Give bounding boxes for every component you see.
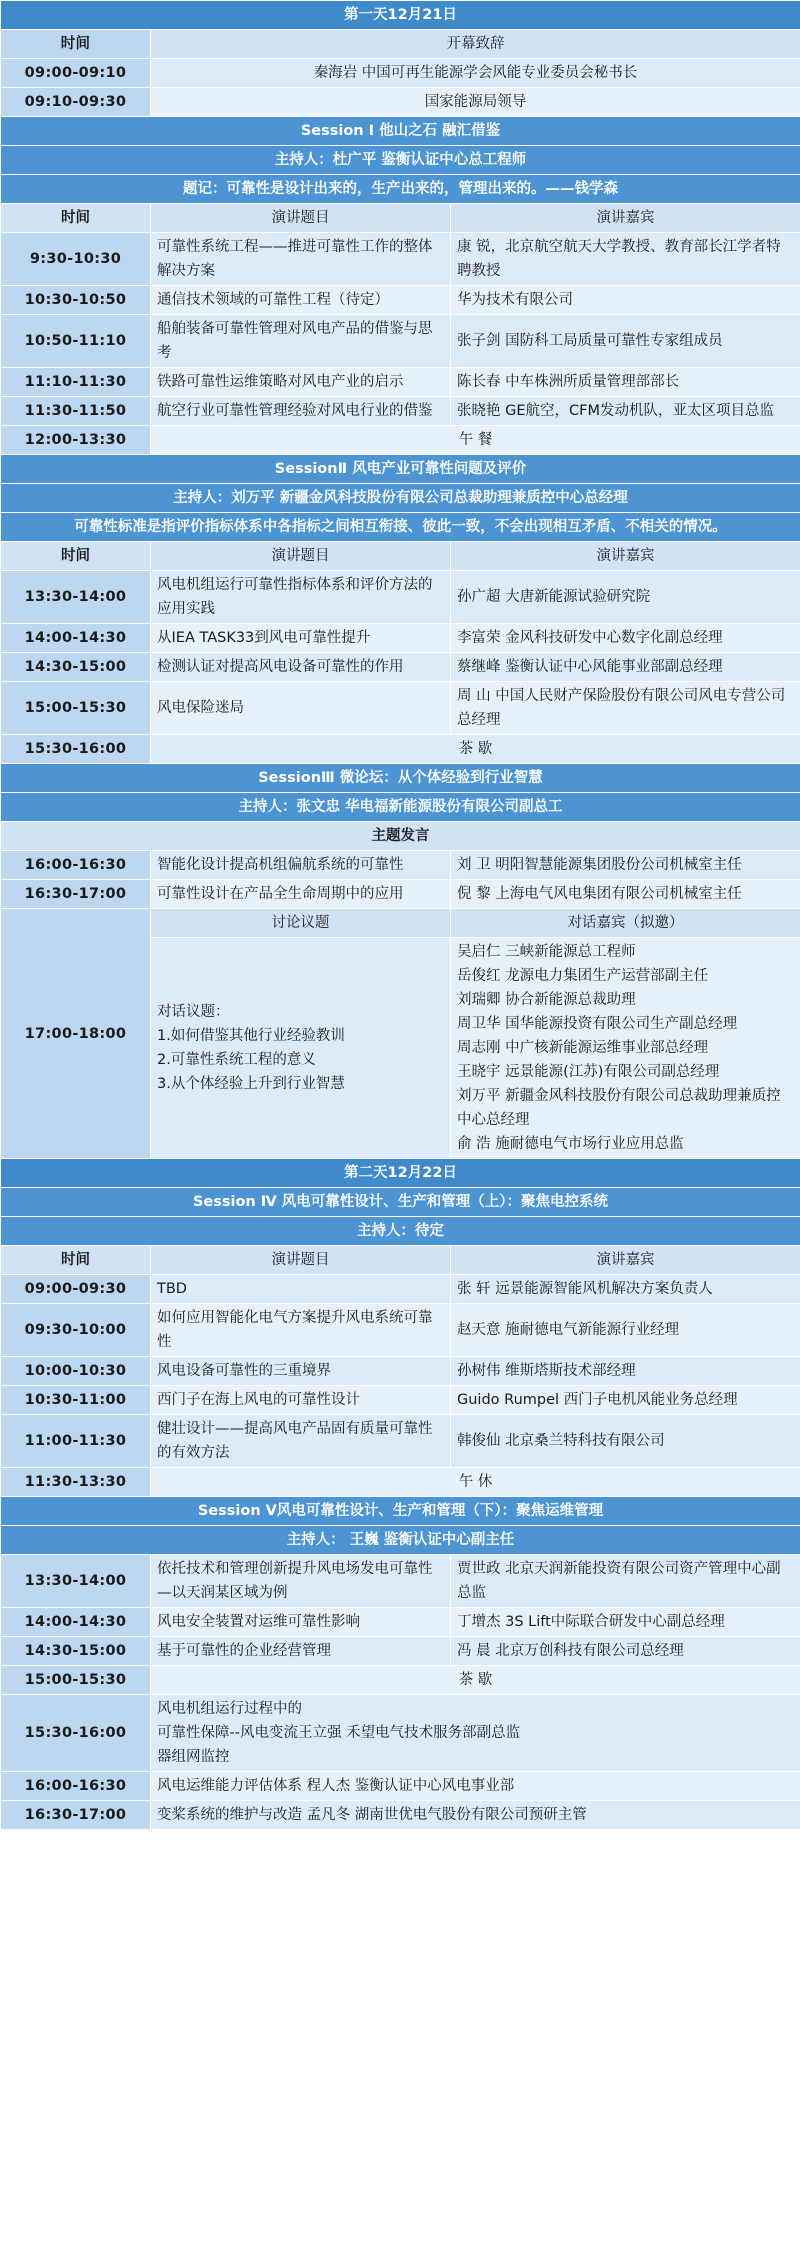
table-row xyxy=(1,1415,800,1468)
session2-note: 可靠性标准是指评价指标体系中各指标之间相互衔接、彼此一致，不会出现相互矛盾、不相关的情况。 xyxy=(1,513,800,542)
merged-cell xyxy=(151,1801,800,1830)
session2-title: SessionⅡ 风电产业可靠性问题及评价 xyxy=(1,455,800,484)
topic-cell: 如何应用智能化电气方案提升风电系统可靠性 xyxy=(151,1304,451,1357)
break-label: 茶 歇 xyxy=(151,1666,800,1695)
table-row xyxy=(1,233,800,286)
table-row xyxy=(1,286,800,315)
topic-cell: 西门子在海上风电的可靠性设计 xyxy=(151,1386,451,1415)
table-row xyxy=(1,624,800,653)
col-topic-header: 演讲题目 xyxy=(151,542,451,571)
table-row xyxy=(1,1772,800,1801)
table-row xyxy=(1,1304,800,1357)
table-row xyxy=(1,851,800,880)
speaker-cell: 陈长春 中车株洲所质量管理部部长 xyxy=(451,368,800,397)
time-cell: 14:00-14:30 xyxy=(1,1608,151,1637)
day1-header: 第一天12月21日 xyxy=(1,1,800,30)
time-cell: 16:00-16:30 xyxy=(1,1772,151,1801)
time-cell: 16:30-17:00 xyxy=(1,1801,151,1830)
session5-title: Session V风电可靠性设计、生产和管理（下）：聚焦运维管理 xyxy=(1,1497,800,1526)
table-row xyxy=(1,1695,800,1772)
col-discussion-topic-header: 讨论议题 xyxy=(151,909,451,938)
session4-host: 主持人：待定 xyxy=(1,1217,800,1246)
discussion-guests xyxy=(451,938,800,1159)
opening-label: 开幕致辞 xyxy=(151,30,800,59)
break-label: 午 休 xyxy=(151,1468,800,1497)
time-cell: 11:30-13:30 xyxy=(1,1468,151,1497)
session1-title: Session I 他山之石 融汇借鉴 xyxy=(1,117,800,146)
topic-cell: 健壮设计——提高风电产品固有质量可靠性的有效方法 xyxy=(151,1415,451,1468)
time-cell: 10:50-11:10 xyxy=(1,315,151,368)
col-time-header: 时间 xyxy=(1,1246,151,1275)
topic-cell: TBD xyxy=(151,1275,451,1304)
break-label: 午 餐 xyxy=(151,426,800,455)
time-cell: 11:30-11:50 xyxy=(1,397,151,426)
topic-cell: 风电安全装置对运维可靠性影响 xyxy=(151,1608,451,1637)
speaker-cell: 蔡继峰 鉴衡认证中心风能事业部副总经理 xyxy=(451,653,800,682)
guest-item: 周卫华 国华能源投资有限公司生产副总经理 xyxy=(457,1016,738,1032)
session1-note: 题记：可靠性是设计出来的，生产出来的，管理出来的。——钱学森 xyxy=(1,175,800,204)
session2-host: 主持人：刘万平 新疆金风科技股份有限公司总裁助理兼质控中心总经理 xyxy=(1,484,800,513)
time-cell: 09:10-09:30 xyxy=(1,88,151,117)
time-cell: 13:30-14:00 xyxy=(1,571,151,624)
table-row xyxy=(1,368,800,397)
guest-item: 俞 浩 施耐德电气市场行业应用总监 xyxy=(457,1136,684,1152)
topic-cell: 铁路可靠性运维策略对风电产业的启示 xyxy=(151,368,451,397)
session3-host: 主持人：张文忠 华电福新能源股份有限公司副总工 xyxy=(1,793,800,822)
merged-line: 可靠性保障--风电变流王立强 禾望电气技术服务部副总监 xyxy=(157,1725,521,1741)
merged-line: 器组网监控 xyxy=(157,1749,230,1765)
topic-cell: 船舶装备可靠性管理对风电产品的借鉴与思考 xyxy=(151,315,451,368)
col-speaker-header: 演讲嘉宾 xyxy=(451,542,800,571)
table-row xyxy=(1,682,800,735)
speaker-cell: 倪 黎 上海电气风电集团有限公司机械室主任 xyxy=(451,880,800,909)
table-row xyxy=(1,1801,800,1830)
time-cell: 16:00-16:30 xyxy=(1,851,151,880)
discussion-topic: 3.从个体经验上升到行业智慧 xyxy=(157,1076,345,1092)
table-row xyxy=(1,653,800,682)
guest-item: 周志刚 中广核新能源运维事业部总经理 xyxy=(457,1040,709,1056)
col-speaker-header: 演讲嘉宾 xyxy=(451,204,800,233)
speaker-cell: 李富荣 金风科技研发中心数字化副总经理 xyxy=(451,624,800,653)
time-cell: 09:30-10:00 xyxy=(1,1304,151,1357)
speaker-cell: 韩俊仙 北京桑兰特科技有限公司 xyxy=(451,1415,800,1468)
guest-item: 刘万平 新疆金风科技股份有限公司总裁助理兼质控中心总经理 xyxy=(457,1088,781,1128)
topic-cell: 可靠性设计在产品全生命周期中的应用 xyxy=(151,880,451,909)
table-row xyxy=(1,571,800,624)
discussion-topic: 1.如何借鉴其他行业经验教训 xyxy=(157,1028,345,1044)
topic-cell: 航空行业可靠性管理经验对风电行业的借鉴 xyxy=(151,397,451,426)
topic-cell: 智能化设计提高机组偏航系统的可靠性 xyxy=(151,851,451,880)
time-cell: 10:30-10:50 xyxy=(1,286,151,315)
col-discussion-guests-header: 对话嘉宾（拟邀） xyxy=(451,909,800,938)
table-row xyxy=(1,1637,800,1666)
speaker-cell: 张子剑 国防科工局质量可靠性专家组成员 xyxy=(451,315,800,368)
topic-cell: 检测认证对提高风电设备可靠性的作用 xyxy=(151,653,451,682)
time-cell: 12:00-13:30 xyxy=(1,426,151,455)
speaker-cell: 孙广超 大唐新能源试验研究院 xyxy=(451,571,800,624)
time-cell: 15:00-15:30 xyxy=(1,1666,151,1695)
time-cell: 09:00-09:30 xyxy=(1,1275,151,1304)
time-cell: 16:30-17:00 xyxy=(1,880,151,909)
time-cell: 10:30-11:00 xyxy=(1,1386,151,1415)
table-row xyxy=(1,397,800,426)
col-topic-header: 演讲题目 xyxy=(151,204,451,233)
col-time-header: 时间 xyxy=(1,204,151,233)
speaker-cell: 刘 卫 明阳智慧能源集团股份公司机械室主任 xyxy=(451,851,800,880)
table-row xyxy=(1,315,800,368)
topic-cell: 风电设备可靠性的三重境界 xyxy=(151,1357,451,1386)
merged-line: 风电机组运行过程中的 xyxy=(157,1701,302,1717)
time-cell: 14:30-15:00 xyxy=(1,1637,151,1666)
table-row xyxy=(1,1357,800,1386)
speaker-cell: 周 山 中国人民财产保险股份有限公司风电专营公司总经理 xyxy=(451,682,800,735)
table-row xyxy=(1,880,800,909)
table-row xyxy=(1,1608,800,1637)
guest-item: 王晓宇 远景能源(江苏)有限公司副总经理 xyxy=(457,1064,720,1080)
time-cell: 09:00-09:10 xyxy=(1,59,151,88)
time-cell: 9:30-10:30 xyxy=(1,233,151,286)
discussion-topic: 对话议题： xyxy=(157,1004,230,1020)
speaker-cell: 孙树伟 维斯塔斯技术部经理 xyxy=(451,1357,800,1386)
speaker-cell: 赵天意 施耐德电气新能源行业经理 xyxy=(451,1304,800,1357)
table-row xyxy=(1,1275,800,1304)
table-row xyxy=(1,1386,800,1415)
time-cell: 17:00-18:00 xyxy=(1,909,151,1159)
discussion-topics xyxy=(151,938,451,1159)
table-row xyxy=(1,1555,800,1608)
opening-speaker: 国家能源局领导 xyxy=(151,88,800,117)
merged-cell xyxy=(151,1772,800,1801)
session1-host: 主持人：杜广平 鉴衡认证中心总工程师 xyxy=(1,146,800,175)
time-cell: 11:00-11:30 xyxy=(1,1415,151,1468)
topic-cell: 可靠性系统工程——推进可靠性工作的整体解决方案 xyxy=(151,233,451,286)
merged-line: 变桨系统的维护与改造 孟凡冬 湖南世优电气股份有限公司预研主管 xyxy=(157,1807,587,1823)
col-time-header: 时间 xyxy=(1,30,151,59)
time-cell: 11:10-11:30 xyxy=(1,368,151,397)
topic-cell: 依托技术和管理创新提升风电场发电可靠性—以天润某区域为例 xyxy=(151,1555,451,1608)
time-cell: 15:30-16:00 xyxy=(1,1695,151,1772)
discussion-topic: 2.可靠性系统工程的意义 xyxy=(157,1052,316,1068)
day2-header: 第二天12月22日 xyxy=(1,1159,800,1188)
time-cell: 13:30-14:00 xyxy=(1,1555,151,1608)
time-cell: 14:00-14:30 xyxy=(1,624,151,653)
keynote-label: 主题发言 xyxy=(1,822,800,851)
speaker-cell: 张晓艳 GE航空，CFM发动机队，亚太区项目总监 xyxy=(451,397,800,426)
speaker-cell: 贾世政 北京天润新能投资有限公司资产管理中心副总监 xyxy=(451,1555,800,1608)
time-cell: 15:30-16:00 xyxy=(1,735,151,764)
speaker-cell: Guido Rumpel 西门子电机风能业务总经理 xyxy=(451,1386,800,1415)
topic-cell: 从IEA TASK33到风电可靠性提升 xyxy=(151,624,451,653)
time-cell: 14:30-15:00 xyxy=(1,653,151,682)
merged-line: 风电运维能力评估体系 程人杰 鉴衡认证中心风电事业部 xyxy=(157,1778,515,1794)
col-time-header: 时间 xyxy=(1,542,151,571)
guest-item: 刘瑞卿 协合新能源总裁助理 xyxy=(457,992,636,1008)
session4-title: Session Ⅳ 风电可靠性设计、生产和管理（上）：聚焦电控系统 xyxy=(1,1188,800,1217)
topic-cell: 基于可靠性的企业经营管理 xyxy=(151,1637,451,1666)
time-cell: 15:00-15:30 xyxy=(1,682,151,735)
col-speaker-header: 演讲嘉宾 xyxy=(451,1246,800,1275)
time-cell: 10:00-10:30 xyxy=(1,1357,151,1386)
break-label: 茶 歇 xyxy=(151,735,800,764)
guest-item: 岳俊红 龙源电力集团生产运营部副主任 xyxy=(457,968,709,984)
topic-cell: 通信技术领域的可靠性工程（待定） xyxy=(151,286,451,315)
topic-cell: 风电机组运行可靠性指标体系和评价方法的应用实践 xyxy=(151,571,451,624)
col-topic-header: 演讲题目 xyxy=(151,1246,451,1275)
guest-item: 吴启仁 三峡新能源总工程师 xyxy=(457,944,636,960)
session5-host: 主持人： 王巍 鉴衡认证中心副主任 xyxy=(1,1526,800,1555)
topic-cell: 风电保险迷局 xyxy=(151,682,451,735)
session3-title: SessionⅢ 微论坛：从个体经验到行业智慧 xyxy=(1,764,800,793)
speaker-cell: 冯 晨 北京万创科技有限公司总经理 xyxy=(451,1637,800,1666)
opening-speaker: 秦海岩 中国可再生能源学会风能专业委员会秘书长 xyxy=(151,59,800,88)
merged-cell xyxy=(151,1695,800,1772)
speaker-cell: 康 锐，北京航空航天大学教授、教育部长江学者特聘教授 xyxy=(451,233,800,286)
speaker-cell: 张 轩 远景能源智能风机解决方案负责人 xyxy=(451,1275,800,1304)
speaker-cell: 丁增杰 3S Lift中际联合研发中心副总经理 xyxy=(451,1608,800,1637)
speaker-cell: 华为技术有限公司 xyxy=(451,286,800,315)
